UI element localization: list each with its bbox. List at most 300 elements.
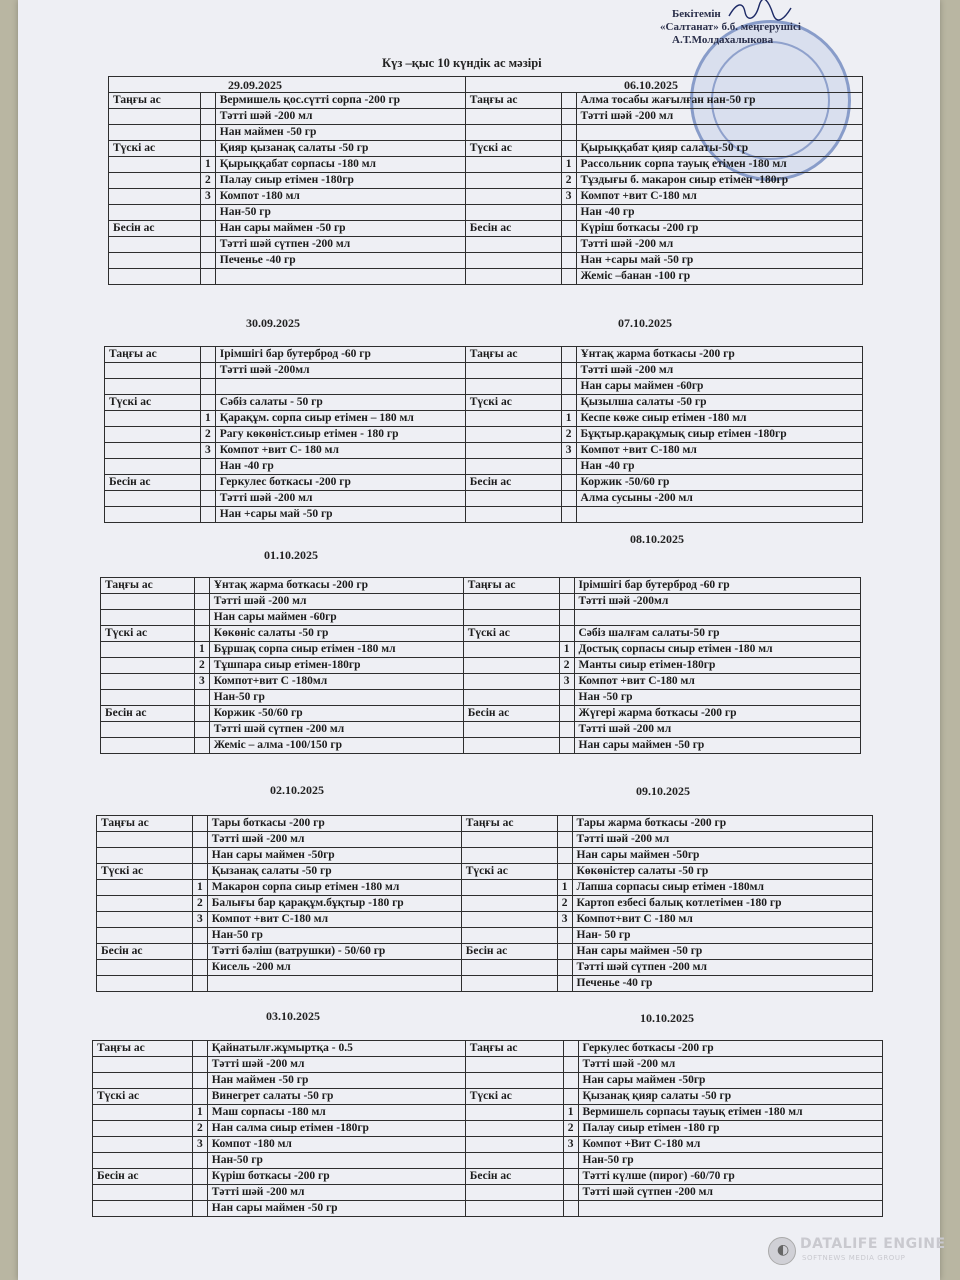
table-row xyxy=(109,157,863,173)
dish-text: Нан сары маймен -50гр xyxy=(207,848,461,864)
meal-label xyxy=(105,379,201,395)
table-row xyxy=(109,237,863,253)
meal-label xyxy=(93,1105,193,1121)
item-number xyxy=(193,928,208,944)
item-number xyxy=(559,690,574,706)
item-number: 1 xyxy=(561,157,576,173)
meal-label xyxy=(109,205,201,221)
item-number xyxy=(201,363,216,379)
menu-table-5 xyxy=(92,1040,883,1217)
dish-text: Сәбіз шалғам салаты-50 гр xyxy=(574,626,860,642)
day-date: 01.10.2025 xyxy=(264,548,318,562)
item-number xyxy=(561,93,576,109)
item-number xyxy=(561,491,576,507)
meal-label: Түскі ас xyxy=(97,864,193,880)
document-title: Күз –қыс 10 күндік ас мәзірі xyxy=(382,56,542,70)
meal-label xyxy=(101,658,195,674)
item-number xyxy=(201,253,216,269)
table-row xyxy=(93,1137,883,1153)
meal-label xyxy=(93,1153,193,1169)
meal-label: Түскі ас xyxy=(463,626,559,642)
item-number xyxy=(559,578,574,594)
item-number xyxy=(193,1185,208,1201)
meal-label xyxy=(465,379,561,395)
dish-text: Нан- 50 гр xyxy=(572,928,872,944)
meal-label xyxy=(461,960,557,976)
table-row xyxy=(109,93,863,109)
table-row xyxy=(93,1105,883,1121)
meal-label xyxy=(465,173,561,189)
day-date: 08.10.2025 xyxy=(630,532,684,546)
dish-text: Тәтті шәй -200 мл xyxy=(215,109,465,125)
table-row xyxy=(109,205,863,221)
item-number xyxy=(559,610,574,626)
dish-text: Бұршақ сорпа сиыр етімен -180 мл xyxy=(209,642,463,658)
item-number xyxy=(557,976,572,992)
item-number: 3 xyxy=(201,189,216,205)
item-number xyxy=(195,626,210,642)
table-row xyxy=(109,141,863,157)
dish-text: Нан-50 гр xyxy=(209,690,463,706)
meal-label xyxy=(465,1137,563,1153)
table-row xyxy=(97,976,873,992)
meal-label xyxy=(97,960,193,976)
item-number xyxy=(201,221,216,237)
dish-text: Нан салма сиыр етімен -180гр xyxy=(207,1121,465,1137)
meal-label xyxy=(101,674,195,690)
meal-label: Бесін ас xyxy=(465,221,561,237)
item-number xyxy=(561,363,576,379)
meal-label: Түскі ас xyxy=(461,864,557,880)
dish-text xyxy=(574,610,860,626)
meal-label xyxy=(463,674,559,690)
dish-text: Компот +вит С-180 мл xyxy=(574,674,860,690)
dish-text: Көкөністер салаты -50 гр xyxy=(572,864,872,880)
dish-text: Нан -40 гр xyxy=(215,459,465,475)
meal-label xyxy=(109,237,201,253)
table-row xyxy=(101,658,861,674)
table-row xyxy=(97,816,873,832)
meal-label xyxy=(97,912,193,928)
item-number xyxy=(201,205,216,221)
item-number xyxy=(561,269,576,285)
menu-table-1 xyxy=(108,76,863,285)
item-number: 1 xyxy=(193,880,208,896)
item-number xyxy=(559,722,574,738)
table-row xyxy=(93,1073,883,1089)
approval-line-3: А.Т.Молдахалыкова xyxy=(672,34,774,46)
meal-label xyxy=(465,1073,563,1089)
item-number xyxy=(559,626,574,642)
item-number xyxy=(195,594,210,610)
table-row xyxy=(105,411,863,427)
meal-label: Бесін ас xyxy=(93,1169,193,1185)
dish-text: Жүгері жарма боткасы -200 гр xyxy=(574,706,860,722)
meal-label xyxy=(465,459,561,475)
item-number xyxy=(559,706,574,722)
meal-label xyxy=(465,1153,563,1169)
item-number: 1 xyxy=(193,1105,208,1121)
meal-label xyxy=(465,411,561,427)
dish-text: Печенье -40 гр xyxy=(215,253,465,269)
item-number: 3 xyxy=(195,674,210,690)
table-row xyxy=(101,642,861,658)
dish-text: Қияр қызанақ салаты -50 гр xyxy=(215,141,465,157)
meal-label: Түскі ас xyxy=(465,1089,563,1105)
dish-text: Тәтті шәй -200 мл xyxy=(576,363,862,379)
item-number: 3 xyxy=(559,674,574,690)
table-row xyxy=(109,125,863,141)
item-number xyxy=(193,976,208,992)
dish-text: Нан сары маймен -50 гр xyxy=(215,221,465,237)
item-number: 3 xyxy=(201,443,216,459)
table-row xyxy=(101,578,861,594)
meal-label xyxy=(101,610,195,626)
meal-label: Түскі ас xyxy=(465,141,561,157)
item-number: 1 xyxy=(559,642,574,658)
item-number xyxy=(193,832,208,848)
table-row xyxy=(93,1185,883,1201)
meal-label: Таңғы ас xyxy=(463,578,559,594)
table-row xyxy=(97,848,873,864)
meal-label xyxy=(461,896,557,912)
table-row xyxy=(101,626,861,642)
meal-label: Түскі ас xyxy=(93,1089,193,1105)
watermark xyxy=(768,1233,946,1269)
item-number xyxy=(201,459,216,475)
dish-text: Тәтті шәй -200 мл xyxy=(574,722,860,738)
item-number: 3 xyxy=(563,1137,578,1153)
meal-label xyxy=(463,722,559,738)
meal-label: Таңғы ас xyxy=(101,578,195,594)
date-header-row xyxy=(109,77,863,93)
table-row xyxy=(93,1153,883,1169)
day-date: 09.10.2025 xyxy=(636,784,690,798)
item-number xyxy=(561,141,576,157)
dish-text: Көкөніс салаты -50 гр xyxy=(209,626,463,642)
item-number xyxy=(557,864,572,880)
item-number xyxy=(561,347,576,363)
menu-table-2 xyxy=(104,346,863,523)
dish-text: Рассольник сорпа тауық етімен -180 мл xyxy=(576,157,862,173)
menu-table-4 xyxy=(96,815,873,992)
item-number xyxy=(201,507,216,523)
day-date: 29.09.2025 xyxy=(228,78,282,92)
dish-text: Балығы бар қарақұм.бұқтыр -180 гр xyxy=(207,896,461,912)
dish-text: Нан-50 гр xyxy=(578,1153,882,1169)
table-row xyxy=(101,594,861,610)
table-row xyxy=(105,507,863,523)
meal-label xyxy=(109,125,201,141)
dish-text: Тәтті шәй -200 мл xyxy=(572,832,872,848)
dish-text: Қырыққабат сорпасы -180 мл xyxy=(215,157,465,173)
item-number: 1 xyxy=(201,157,216,173)
meal-label xyxy=(465,253,561,269)
item-number xyxy=(561,459,576,475)
item-number: 2 xyxy=(201,427,216,443)
item-number xyxy=(201,379,216,395)
meal-label xyxy=(93,1201,193,1217)
meal-label: Таңғы ас xyxy=(97,816,193,832)
item-number xyxy=(563,1169,578,1185)
table-row xyxy=(105,395,863,411)
meal-label xyxy=(465,205,561,221)
item-number: 3 xyxy=(557,912,572,928)
meal-label xyxy=(101,594,195,610)
dish-text: Алма тосабы жағылған нан-50 гр xyxy=(576,93,862,109)
approval-block xyxy=(660,8,820,47)
approval-line-1: Бекітемін xyxy=(672,8,721,20)
meal-label xyxy=(461,880,557,896)
meal-label xyxy=(105,411,201,427)
table-row xyxy=(101,674,861,690)
item-number xyxy=(557,832,572,848)
day-date: 07.10.2025 xyxy=(618,316,672,330)
dish-text: Палау сиыр етімен -180 гр xyxy=(578,1121,882,1137)
dish-text: Нан сары маймен -50 гр xyxy=(572,944,872,960)
dish-text: Тәтті шәй сүтпен -200 мл xyxy=(572,960,872,976)
table-row xyxy=(105,475,863,491)
item-number xyxy=(557,928,572,944)
meal-label xyxy=(465,1121,563,1137)
meal-label xyxy=(101,738,195,754)
dish-text: Қызанақ салаты -50 гр xyxy=(207,864,461,880)
item-number xyxy=(563,1201,578,1217)
table-row xyxy=(97,832,873,848)
date-header-cell xyxy=(109,77,466,93)
item-number xyxy=(559,738,574,754)
table-row xyxy=(97,912,873,928)
meal-label xyxy=(93,1073,193,1089)
dish-text: Нан сары маймен -50 гр xyxy=(207,1201,465,1217)
dish-text: Тәтті шәй -200 мл xyxy=(576,109,862,125)
dish-text: Нан-50 гр xyxy=(207,1153,465,1169)
item-number xyxy=(201,109,216,125)
meal-label xyxy=(463,658,559,674)
dish-text: Тары жарма боткасы -200 гр xyxy=(572,816,872,832)
table-row xyxy=(101,706,861,722)
item-number xyxy=(195,578,210,594)
item-number xyxy=(201,93,216,109)
meal-label: Бесін ас xyxy=(461,944,557,960)
meal-label xyxy=(465,507,561,523)
table-row xyxy=(97,896,873,912)
meal-label xyxy=(463,610,559,626)
meal-label xyxy=(101,690,195,706)
meal-label: Таңғы ас xyxy=(465,93,561,109)
item-number xyxy=(195,722,210,738)
meal-label xyxy=(93,1121,193,1137)
table-row xyxy=(97,864,873,880)
table-row xyxy=(105,427,863,443)
item-number: 1 xyxy=(195,642,210,658)
meal-label xyxy=(461,976,557,992)
meal-label xyxy=(461,928,557,944)
table-row xyxy=(93,1041,883,1057)
item-number xyxy=(201,269,216,285)
meal-label xyxy=(105,427,201,443)
meal-label: Бесін ас xyxy=(101,706,195,722)
day-date: 03.10.2025 xyxy=(266,1009,320,1023)
dish-text: Алма сусыны -200 мл xyxy=(576,491,862,507)
item-number xyxy=(193,960,208,976)
dish-text: Тары боткасы -200 гр xyxy=(207,816,461,832)
table-row xyxy=(105,379,863,395)
item-number xyxy=(201,237,216,253)
dish-text xyxy=(578,1201,882,1217)
dish-text: Вермишель қос.сүтті сорпа -200 гр xyxy=(215,93,465,109)
dish-text: Күріш боткасы -200 гр xyxy=(576,221,862,237)
meal-label xyxy=(461,832,557,848)
table-row xyxy=(93,1169,883,1185)
item-number xyxy=(563,1057,578,1073)
meal-label xyxy=(465,443,561,459)
dish-text xyxy=(576,125,862,141)
item-number xyxy=(193,1169,208,1185)
dish-text: Нан -50 гр xyxy=(574,690,860,706)
item-number: 2 xyxy=(563,1121,578,1137)
item-number xyxy=(557,960,572,976)
dish-text: Тәтті шәй -200 мл xyxy=(578,1057,882,1073)
table-row xyxy=(109,221,863,237)
table-row xyxy=(93,1121,883,1137)
day-date: 10.10.2025 xyxy=(640,1011,694,1025)
item-number: 1 xyxy=(563,1105,578,1121)
item-number xyxy=(195,610,210,626)
dish-text: Бұқтыр.қарақұмық сиыр етімен -180гр xyxy=(576,427,862,443)
table-row xyxy=(101,738,861,754)
dish-text: Вермишель сорпасы тауық етімен -180 мл xyxy=(578,1105,882,1121)
dish-text: Тұшпара сиыр етімен-180гр xyxy=(209,658,463,674)
dish-text: Тәтті шәй -200 мл xyxy=(215,491,465,507)
dish-text: Маш сорпасы -180 мл xyxy=(207,1105,465,1121)
dish-text xyxy=(576,507,862,523)
meal-label: Бесін ас xyxy=(109,221,201,237)
item-number xyxy=(201,491,216,507)
item-number xyxy=(201,475,216,491)
meal-label xyxy=(465,1105,563,1121)
dish-text: Коржик -50/60 гр xyxy=(576,475,862,491)
dish-text: Компот +вит С-180 мл xyxy=(207,912,461,928)
item-number: 2 xyxy=(557,896,572,912)
dish-text: Нан сары маймен -60гр xyxy=(576,379,862,395)
dish-text: Жеміс –банан -100 гр xyxy=(576,269,862,285)
dish-text: Нан сары маймен -60гр xyxy=(209,610,463,626)
dish-text: Тәтті шәй -200мл xyxy=(574,594,860,610)
meal-label: Түскі ас xyxy=(105,395,201,411)
meal-label xyxy=(109,189,201,205)
meal-label: Түскі ас xyxy=(465,395,561,411)
meal-label xyxy=(93,1185,193,1201)
dish-text: Тәтті шәй -200 мл xyxy=(209,594,463,610)
dish-text: Достық сорпасы сиыр етімен -180 мл xyxy=(574,642,860,658)
meal-label xyxy=(97,928,193,944)
dish-text: Коржик -50/60 гр xyxy=(209,706,463,722)
dish-text: Күріш боткасы -200 гр xyxy=(207,1169,465,1185)
table-row xyxy=(93,1201,883,1217)
dish-text: Компот +вит С-180 мл xyxy=(576,443,862,459)
item-number xyxy=(193,1153,208,1169)
item-number xyxy=(563,1185,578,1201)
table-row xyxy=(105,443,863,459)
meal-label: Түскі ас xyxy=(109,141,201,157)
day-date: 06.10.2025 xyxy=(624,78,678,92)
dish-text: Қайнатылғ.жұмыртқа - 0.5 xyxy=(207,1041,465,1057)
dish-text: Тәтті шәй -200 мл xyxy=(576,237,862,253)
meal-label xyxy=(465,237,561,253)
item-number xyxy=(193,816,208,832)
meal-label xyxy=(465,1185,563,1201)
dish-text: Жеміс – алма -100/150 гр xyxy=(209,738,463,754)
dish-text: Компот -180 мл xyxy=(215,189,465,205)
meal-label: Таңғы ас xyxy=(465,1041,563,1057)
dish-text: Компот -180 мл xyxy=(207,1137,465,1153)
meal-label xyxy=(109,173,201,189)
table-row xyxy=(101,610,861,626)
table-row xyxy=(105,459,863,475)
meal-label xyxy=(461,912,557,928)
meal-label xyxy=(97,832,193,848)
item-number xyxy=(195,738,210,754)
meal-label xyxy=(97,848,193,864)
item-number xyxy=(557,816,572,832)
table-row xyxy=(105,491,863,507)
day-date: 02.10.2025 xyxy=(270,783,324,797)
dish-text: Нан сары маймен -50гр xyxy=(572,848,872,864)
meal-label xyxy=(109,157,201,173)
dish-text: Печенье -40 гр xyxy=(572,976,872,992)
dish-text: Ұнтақ жарма боткасы -200 гр xyxy=(576,347,862,363)
dish-text: Ірімшігі бар бутерброд -60 гр xyxy=(574,578,860,594)
meal-label xyxy=(101,722,195,738)
meal-label xyxy=(465,269,561,285)
item-number: 2 xyxy=(561,427,576,443)
table-row xyxy=(109,189,863,205)
menu-table-3 xyxy=(100,577,861,754)
meal-label xyxy=(465,427,561,443)
meal-label xyxy=(105,491,201,507)
table-row xyxy=(97,880,873,896)
dish-text: Тәтті шәй сүтпен -200 мл xyxy=(209,722,463,738)
item-number: 1 xyxy=(557,880,572,896)
meal-label xyxy=(465,1057,563,1073)
item-number xyxy=(201,347,216,363)
item-number xyxy=(557,944,572,960)
dish-text: Компот+вит С -180мл xyxy=(209,674,463,690)
meal-label xyxy=(465,1201,563,1217)
meal-label xyxy=(463,594,559,610)
meal-label xyxy=(93,1137,193,1153)
item-number: 3 xyxy=(561,189,576,205)
item-number xyxy=(561,205,576,221)
item-number xyxy=(193,1073,208,1089)
meal-label xyxy=(109,253,201,269)
item-number xyxy=(563,1153,578,1169)
meal-label: Таңғы ас xyxy=(465,347,561,363)
dish-text: Манты сиыр етімен-180гр xyxy=(574,658,860,674)
item-number: 1 xyxy=(561,411,576,427)
dish-text: Компот+вит С -180 мл xyxy=(572,912,872,928)
day-date: 30.09.2025 xyxy=(246,316,300,330)
meal-label: Таңғы ас xyxy=(461,816,557,832)
item-number xyxy=(193,848,208,864)
item-number xyxy=(561,125,576,141)
item-number xyxy=(561,507,576,523)
meal-label xyxy=(465,363,561,379)
dish-text xyxy=(215,379,465,395)
table-row xyxy=(109,253,863,269)
meal-label xyxy=(461,848,557,864)
